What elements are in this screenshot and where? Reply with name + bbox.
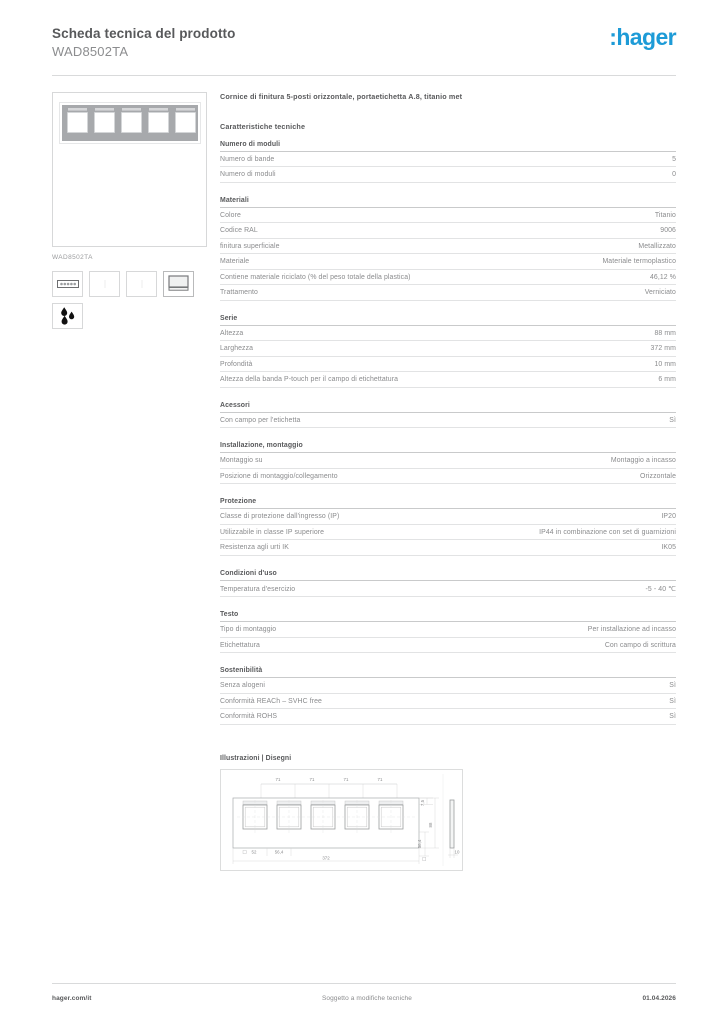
blank-icon bbox=[98, 277, 112, 291]
spec-value: IP20 bbox=[661, 513, 676, 521]
spec-row bbox=[220, 469, 676, 485]
dimension-label: 71 bbox=[275, 776, 281, 782]
technical-drawing bbox=[220, 769, 463, 871]
spec-value: Metallizzato bbox=[638, 242, 676, 250]
spec-value: Orizzontale bbox=[640, 472, 676, 480]
dimension-label: 71 bbox=[343, 776, 349, 782]
dimension-label: 56,4 bbox=[417, 839, 422, 849]
spec-row bbox=[220, 694, 676, 710]
spec-sections bbox=[220, 141, 676, 725]
spec-key: Utilizzabile in classe IP superiore bbox=[220, 528, 325, 536]
spec-key: Etichettatura bbox=[220, 641, 260, 649]
product-media-column bbox=[52, 92, 212, 737]
thumb-waterdrops[interactable] bbox=[52, 303, 83, 329]
spec-row bbox=[220, 326, 676, 342]
thumb-blank-1[interactable] bbox=[89, 271, 120, 297]
spec-value: Materiale termoplastico bbox=[602, 258, 676, 266]
drawings-section bbox=[220, 755, 676, 871]
spec-value: 88 mm bbox=[654, 329, 676, 337]
spec-row bbox=[220, 709, 676, 725]
spec-key: Profondità bbox=[220, 360, 253, 368]
spec-section bbox=[220, 402, 676, 429]
spec-key: Altezza della banda P-touch per il campo di etichettatura bbox=[220, 376, 399, 384]
spec-row bbox=[220, 254, 676, 270]
drawings-title: Illustrazioni | Disegni bbox=[220, 754, 292, 762]
spec-value: IK05 bbox=[661, 544, 676, 552]
spec-row bbox=[220, 270, 676, 286]
hager-logo: :hager bbox=[609, 24, 676, 50]
footer-date: 01.04.2026 bbox=[642, 995, 676, 1002]
specs-heading: Caratteristiche tecniche bbox=[220, 121, 306, 131]
spec-row bbox=[220, 525, 676, 541]
frame-5-positions-icon bbox=[59, 102, 201, 144]
spec-row bbox=[220, 208, 676, 224]
spec-section bbox=[220, 315, 676, 388]
spec-key: finitura superficiale bbox=[220, 242, 280, 250]
spec-key: Conformità REACh – SVHC free bbox=[220, 697, 322, 705]
page-title: Scheda tecnica del prodotto bbox=[52, 26, 236, 41]
product-reference: WAD8502TA bbox=[52, 44, 129, 60]
footer-disclaimer: Soggetto a modifiche tecniche bbox=[321, 995, 412, 1002]
spec-key: Tipo di montaggio bbox=[220, 626, 277, 634]
spec-value: Per installazione ad incasso bbox=[587, 626, 676, 634]
thumb-frame-front[interactable] bbox=[52, 271, 83, 297]
spec-key: Resistenza agli urti IK bbox=[220, 544, 289, 552]
thumb-side-view[interactable] bbox=[163, 271, 194, 297]
spec-value: Sì bbox=[669, 713, 676, 721]
dimension-label: 71 bbox=[377, 776, 383, 782]
spec-value: 372 mm bbox=[650, 345, 676, 353]
dimension-label: 71 bbox=[309, 776, 315, 782]
frame-icon bbox=[57, 280, 79, 288]
spec-value: Sì bbox=[669, 697, 676, 705]
spec-value: Verniciato bbox=[644, 289, 676, 297]
spec-section bbox=[220, 197, 676, 301]
spec-row bbox=[220, 413, 676, 429]
spec-row bbox=[220, 453, 676, 469]
spec-row bbox=[220, 357, 676, 373]
spec-row bbox=[220, 581, 676, 598]
page-header bbox=[0, 0, 724, 61]
spec-section bbox=[220, 442, 676, 484]
spec-key: Temperatura d'esercizio bbox=[220, 585, 296, 593]
spec-value: Sì bbox=[669, 416, 676, 424]
spec-section-title: Sostenibilità bbox=[220, 667, 676, 678]
spec-row bbox=[220, 239, 676, 255]
spec-row bbox=[220, 509, 676, 525]
spec-value: Con campo di scrittura bbox=[604, 641, 676, 649]
spec-row bbox=[220, 678, 676, 694]
specifications-column bbox=[212, 92, 676, 737]
dimension-label: 10 bbox=[454, 849, 460, 855]
spec-section bbox=[220, 498, 676, 556]
dimension-label: 88 bbox=[428, 822, 433, 828]
spec-section-title: Acessori bbox=[220, 402, 676, 413]
product-image-caption: WAD8502TA bbox=[52, 253, 93, 261]
spec-section-title: Testo bbox=[220, 611, 676, 622]
spec-key: Numero di bande bbox=[220, 155, 275, 163]
spec-section-title: Protezione bbox=[220, 498, 676, 509]
product-image bbox=[52, 92, 207, 247]
spec-key: Larghezza bbox=[220, 345, 254, 353]
spec-row bbox=[220, 223, 676, 239]
spec-key: Materiale bbox=[220, 258, 250, 266]
blank-icon bbox=[135, 277, 149, 291]
spec-value: -5 - 40 ℃ bbox=[645, 585, 676, 593]
footer-website[interactable]: hager.com/it bbox=[52, 995, 92, 1002]
spec-section bbox=[220, 141, 676, 183]
waterdrop-icon bbox=[58, 306, 77, 325]
spec-key: Numero di moduli bbox=[220, 171, 276, 179]
dimension-label: 52 bbox=[251, 849, 257, 855]
spec-section-title: Materiali bbox=[220, 197, 676, 208]
spec-row bbox=[220, 638, 676, 654]
spec-row bbox=[220, 152, 676, 168]
spec-key: Codice RAL bbox=[220, 227, 258, 235]
spec-section-title: Serie bbox=[220, 315, 676, 326]
thumb-blank-2[interactable] bbox=[126, 271, 157, 297]
product-description: Cornice di finitura 5-posti orizzontale, portaetichetta A.8, titanio met bbox=[220, 91, 463, 101]
drawing-svg bbox=[221, 770, 462, 870]
side-view-icon bbox=[168, 275, 189, 293]
spec-value: 0 bbox=[672, 171, 676, 179]
spec-row bbox=[220, 622, 676, 638]
dimension-label: 372 bbox=[322, 855, 330, 861]
spec-value: 5 bbox=[672, 155, 676, 163]
thumbnail-strip-row2 bbox=[52, 303, 212, 329]
spec-key: Montaggio su bbox=[220, 457, 263, 465]
spec-value: Titanio bbox=[654, 211, 676, 219]
page-body bbox=[0, 76, 724, 737]
spec-section-title: Installazione, montaggio bbox=[220, 442, 676, 453]
spec-section bbox=[220, 611, 676, 653]
spec-value: 6 mm bbox=[658, 376, 676, 384]
spec-key: Classe di protezione dall'ingresso (IP) bbox=[220, 513, 340, 521]
spec-section bbox=[220, 667, 676, 725]
thumbnail-strip bbox=[52, 271, 212, 297]
spec-value: IP44 in combinazione con set di guarnizioni bbox=[539, 528, 676, 536]
title-block bbox=[52, 22, 235, 61]
page-footer bbox=[52, 983, 676, 1002]
spec-row bbox=[220, 372, 676, 388]
spec-key: Altezza bbox=[220, 329, 244, 337]
spec-value: 10 mm bbox=[654, 360, 676, 368]
spec-row bbox=[220, 341, 676, 357]
spec-section bbox=[220, 570, 676, 598]
spec-key: Contiene materiale riciclato (% del peso totale della plastica) bbox=[220, 273, 411, 281]
spec-key: Trattamento bbox=[220, 289, 258, 297]
dimension-label: 7,5 bbox=[420, 799, 425, 806]
spec-key: Con campo per l'etichetta bbox=[220, 416, 301, 424]
spec-key: Senza alogeni bbox=[220, 682, 265, 690]
spec-key: Colore bbox=[220, 211, 241, 219]
spec-value: Montaggio a incasso bbox=[610, 457, 676, 465]
spec-key: Posizione di montaggio/collegamento bbox=[220, 472, 338, 480]
spec-value: 9006 bbox=[660, 227, 676, 235]
dimension-label: 56,4 bbox=[274, 849, 284, 855]
spec-row bbox=[220, 167, 676, 183]
spec-value: 46,12 % bbox=[650, 273, 676, 281]
spec-row bbox=[220, 540, 676, 556]
spec-section-title: Condizioni d'uso bbox=[220, 570, 676, 581]
spec-key: Conformità ROHS bbox=[220, 713, 278, 721]
spec-section-title: Numero di moduli bbox=[220, 141, 676, 152]
spec-value: Sì bbox=[669, 682, 676, 690]
spec-row bbox=[220, 285, 676, 301]
footer-divider bbox=[52, 983, 676, 984]
